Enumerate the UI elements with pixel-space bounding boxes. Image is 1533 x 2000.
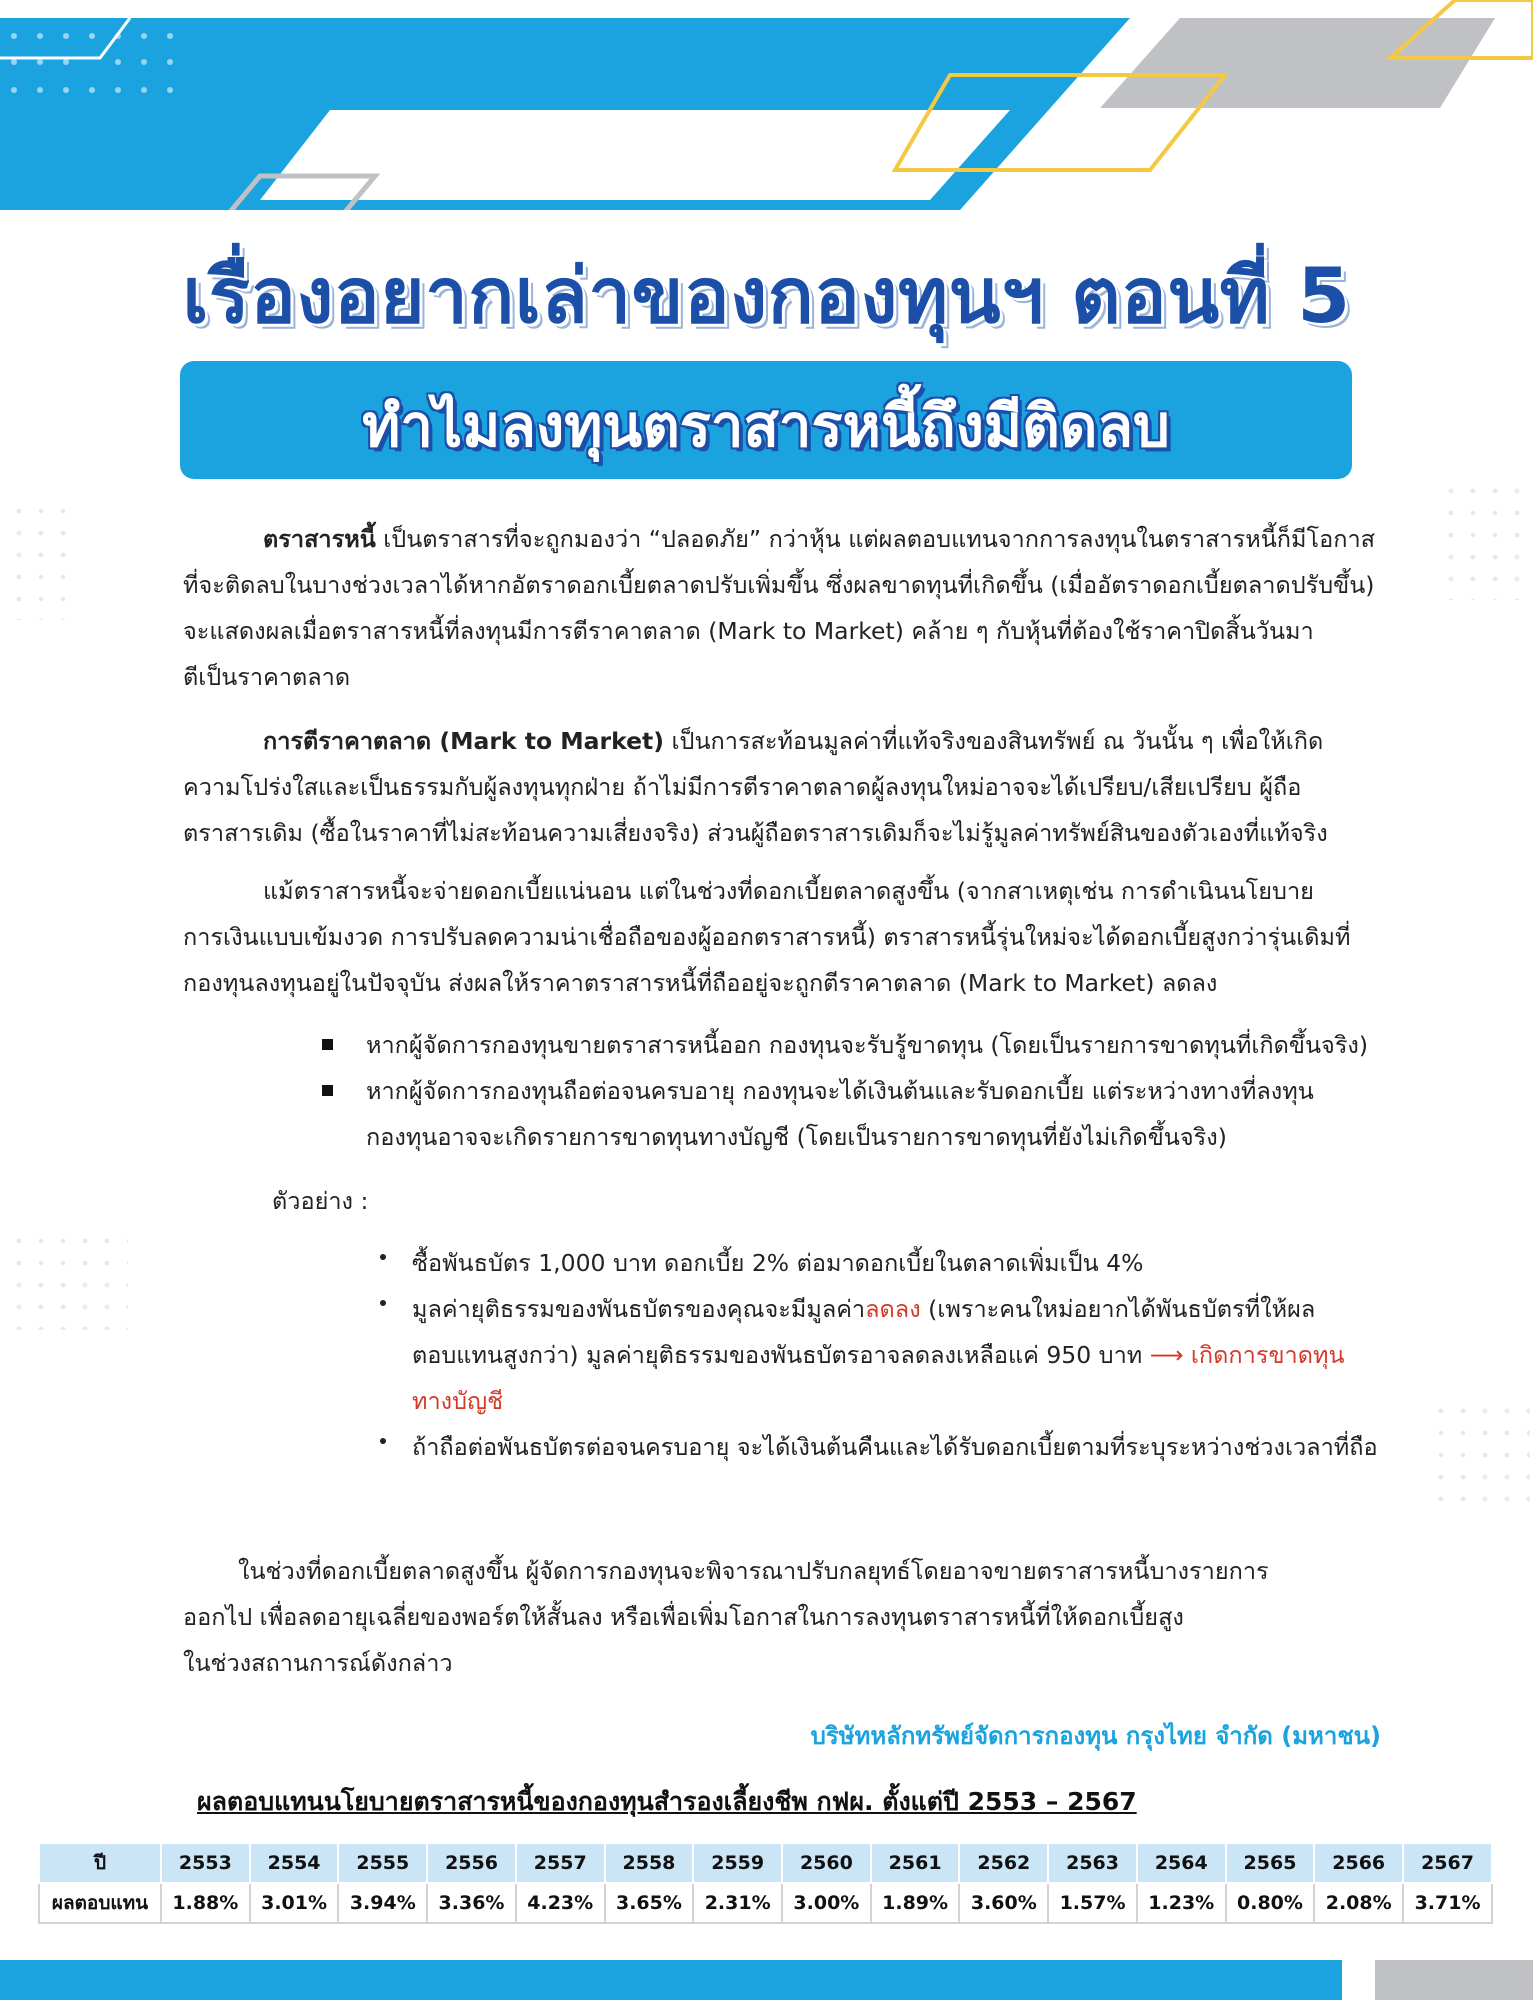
bullet-list-scenarios <box>322 1022 1382 1160</box>
return-cell: 3.71% <box>1403 1883 1492 1923</box>
return-cell: 1.57% <box>1048 1883 1137 1923</box>
p3-line1: แม้ตราสารหนี้จะจ่ายดอกเบี้ยแน่นอน แต่ในช่วงที่ดอกเบี้ยตลาดสูงขึ้น (จากสาเหตุเช่น การดำเนินนโยบาย <box>263 877 1314 905</box>
p4-line2: ออกไป เพื่อลดอายุเฉลี่ยของพอร์ตให้สั้นลง หรือเพื่อเพิ่มโอกาสในการลงทุนตราสารหนี้ที่ให้ดอกเบี้ยสูง <box>183 1603 1184 1631</box>
p2-line3: ตราสารเดิม (ซื้อในราคาที่ไม่สะท้อนความเสี่ยงจริง) ส่วนผู้ถือตราสารเดิมก็จะไม่รู้มูลค่าทรัพย์สินของตัวเองที่แท้จริง <box>183 819 1328 847</box>
p4-line1: ในช่วงที่ดอกเบี้ยตลาดสูงขึ้น ผู้จัดการกองทุนจะพิจารณาปรับกลยุทธ์โดยอาจขายตราสารหนี้บางรายการ <box>238 1557 1269 1585</box>
paragraph-debt-instrument <box>183 516 1393 700</box>
dot-pattern-left-lower <box>8 1230 128 1330</box>
footer-bar <box>0 1960 1342 2000</box>
year-cell: 2555 <box>338 1843 427 1883</box>
p1-line3: จะแสดงผลเมื่อตราสารหนี้ที่ลงทุนมีการตีราคาตลาด (Mark to Market) คล้าย ๆ กับหุ้นที่ต้องใช้ราคาปิดสิ้นวันมา <box>183 617 1314 645</box>
p1-line2: ที่จะติดลบในบางช่วงเวลาได้หากอัตราดอกเบี้ยตลาดปรับเพิ่มขึ้น ซึ่งผลขาดทุนที่เกิดขึ้น (เมื่ออัตราดอกเบี้ยตลาดปรับขึ้น) <box>183 571 1375 599</box>
row-label-year: ปี <box>39 1843 161 1883</box>
return-cell: 3.94% <box>338 1883 427 1923</box>
return-cell: 4.23% <box>516 1883 605 1923</box>
year-cell: 2560 <box>782 1843 871 1883</box>
year-cell: 2559 <box>693 1843 782 1883</box>
term-mark-to-market: การตีราคาตลาด (Mark to Market) <box>263 727 665 755</box>
paragraph-mark-to-market <box>183 718 1393 856</box>
return-cell: 1.89% <box>871 1883 960 1923</box>
return-cell: 3.36% <box>427 1883 516 1923</box>
table-title: ผลตอบแทนนโยบายตราสารหนี้ของกองทุนสำรองเลี้ยงชีพ กฟผ. ตั้งแต่ปี 2553 – 2567 <box>197 1787 1137 1816</box>
list-item: ถ้าถือต่อพันธบัตรต่อจนครบอายุ จะได้เงินต้นคืนและได้รับดอกเบี้ยตามที่ระบุระหว่างช่วงเวลาที่ถือ <box>378 1424 1383 1470</box>
row-label-return: ผลตอบแทน <box>39 1883 161 1923</box>
return-cell: 1.23% <box>1137 1883 1226 1923</box>
subtitle-banner <box>180 361 1352 479</box>
header-decoration <box>0 0 1533 210</box>
p4-line3: ในช่วงสถานการณ์ดังกล่าว <box>183 1649 453 1677</box>
return-cell: 2.08% <box>1314 1883 1403 1923</box>
return-cell: 3.01% <box>250 1883 339 1923</box>
p3-line2: การเงินแบบเข้มงวด การปรับลดความน่าเชื่อถือของผู้ออกตราสารหนี้) ตราสารหนี้รุ่นใหม่จะได้ดอกเบี้ยสูงกว่ารุ่นเดิมที่ <box>183 923 1351 951</box>
year-cell: 2557 <box>516 1843 605 1883</box>
p3-line3: กองทุนลงทุนอยู่ในปัจจุบัน ส่งผลให้ราคาตราสารหนี้ที่ถืออยู่จะถูกตีราคาตลาด (Mark to Market) ลดลง <box>183 969 1218 997</box>
example-label: ตัวอย่าง : <box>272 1187 369 1215</box>
highlight-decrease: ลดลง <box>865 1295 921 1323</box>
year-cell: 2553 <box>161 1843 250 1883</box>
p2-line2: ความโปร่งใสและเป็นธรรมกับผู้ลงทุนทุกฝ่าย ถ้าไม่มีการตีราคาตลาดผู้ลงทุนใหม่อาจจะได้เปรียบ/เสียเปรียบ ผู้ถือ <box>183 773 1302 801</box>
page-title: เรื่องอยากเล่าของกองทุนฯ ตอนที่ 5 <box>182 251 1351 340</box>
highlight-accounting-loss: ⟶ เกิดการขาดทุนทางบัญชี <box>412 1341 1345 1415</box>
term-debt-instrument: ตราสารหนี้ <box>263 525 376 553</box>
company-name: บริษัทหลักทรัพย์จัดการกองทุน กรุงไทย จำกัด (มหาชน) <box>810 1722 1381 1750</box>
dot-pattern-right-lower <box>1430 1400 1530 1510</box>
year-cell: 2564 <box>1137 1843 1226 1883</box>
return-cell: 3.60% <box>959 1883 1048 1923</box>
year-cell: 2561 <box>871 1843 960 1883</box>
year-cell: 2566 <box>1314 1843 1403 1883</box>
return-cell: 0.80% <box>1226 1883 1315 1923</box>
list-item: หากผู้จัดการกองทุนขายตราสารหนี้ออก กองทุนจะรับรู้ขาดทุน (โดยเป็นรายการขาดทุนที่เกิดขึ้นจริง) <box>322 1022 1382 1068</box>
dot-pattern-left <box>8 500 68 620</box>
table-row-years <box>39 1843 1492 1883</box>
year-cell: 2563 <box>1048 1843 1137 1883</box>
return-cell: 3.65% <box>605 1883 694 1923</box>
p2-line1: เป็นการสะท้อนมูลค่าที่แท้จริงของสินทรัพย์ ณ วันนั้น ๆ เพื่อให้เกิด <box>664 727 1324 755</box>
table-row-returns <box>39 1883 1492 1923</box>
paragraph-interest-rise <box>183 868 1393 1006</box>
p1-line4: ตีเป็นราคาตลาด <box>183 663 351 691</box>
year-cell: 2554 <box>250 1843 339 1883</box>
year-cell: 2562 <box>959 1843 1048 1883</box>
subtitle: ทำไมลงทุนตราสารหนี้ถึงมีติดลบ <box>362 392 1170 460</box>
year-cell: 2556 <box>427 1843 516 1883</box>
dot-pattern-right <box>1440 480 1530 600</box>
return-cell: 3.00% <box>782 1883 871 1923</box>
returns-table <box>38 1842 1493 1924</box>
list-item: หากผู้จัดการกองทุนถือต่อจนครบอายุ กองทุนจะได้เงินต้นและรับดอกเบี้ย แต่ระหว่างทางที่ลงทุน กองทุนอาจจะเกิดรายการขาดทุนทางบัญชี (โดยเป็นรายการขาดทุนที่ยังไม่เกิดขึ้นจริง) <box>322 1068 1382 1160</box>
year-cell: 2565 <box>1226 1843 1315 1883</box>
p1-line1: เป็นตราสารที่จะถูกมองว่า “ปลอดภัย” กว่าหุ้น แต่ผลตอบแทนจากการลงทุนในตราสารหนี้ก็มีโอกาส <box>375 525 1376 553</box>
footer-accent <box>1375 1960 1533 2000</box>
return-cell: 2.31% <box>693 1883 782 1923</box>
example-list <box>378 1240 1383 1470</box>
list-item: ซื้อพันธบัตร 1,000 บาท ดอกเบี้ย 2% ต่อมาดอกเบี้ยในตลาดเพิ่มเป็น 4% <box>378 1240 1383 1286</box>
paragraph-strategy <box>183 1548 1393 1686</box>
year-cell: 2558 <box>605 1843 694 1883</box>
year-cell: 2567 <box>1403 1843 1492 1883</box>
list-item: มูลค่ายุติธรรมของพันธบัตรของคุณจะมีมูลค่าลดลง (เพราะคนใหม่อยากได้พันธบัตรที่ให้ผลตอบแทนสูงกว่า) มูลค่ายุติธรรมของพันธบัตรอาจลดลงเหลือแค่ 950 บาท ⟶ เกิดการขาดทุนทางบัญชี <box>378 1286 1383 1424</box>
return-cell: 1.88% <box>161 1883 250 1923</box>
